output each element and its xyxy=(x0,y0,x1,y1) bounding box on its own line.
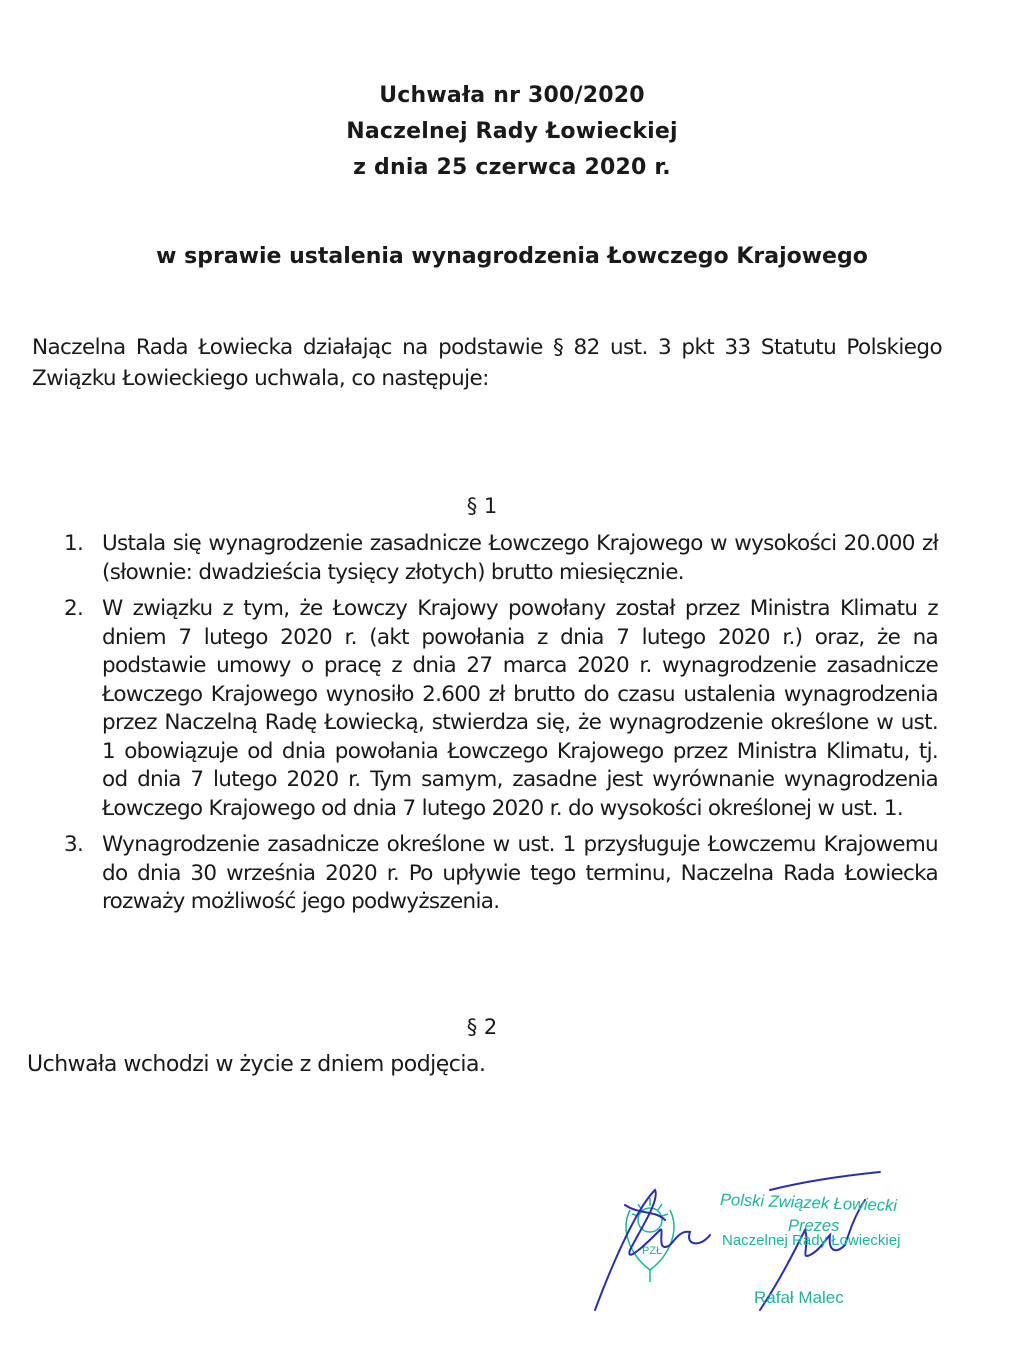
point-number: 2. xyxy=(64,596,84,621)
section-2-text: Uchwała wchodzi w życie z dniem podjęcia. xyxy=(27,1052,486,1077)
point-text: Ustala się wynagrodzenie zasadnicze Łowczego Krajowego w wysokości 20.000 zł (słownie: dwadzieścia tysięcy złotych) brutto miesięcznie. xyxy=(102,531,938,585)
title-line-2: Naczelnej Rady Łowieckiej xyxy=(346,119,678,144)
document-title xyxy=(0,78,1024,186)
point-text: W związku z tym, że Łowczy Krajowy powołany został przez Ministra Klimatu z dniem 7 lutego 2020 r. (akt powołania z dnia 7 lutego 2020 r.) oraz, że na podstawie umowy o pracę z dnia 27 marca 2020 r. wynagrodzenie zasadnicze Łowczego Krajowego wynosiło 2.600 zł brutto do czasu ustalenia wynagrodzenia przez Naczelną Radę Łowiecką, stwierdza się, że wynagrodzenie określone w ust. 1 obowiązuje od dnia powołania Łowczego Krajowego przez Ministra Klimatu, tj. od dnia 7 lutego 2020 r. Tym samym, zasadne jest wyrównanie wynagrodzenia Łowczego Krajowego od dnia 7 lutego 2020 r. do wysokości określonej w ust. 1. xyxy=(102,596,938,821)
title-line-3: z dnia 25 czerwca 2020 r. xyxy=(353,155,671,180)
section-1-points xyxy=(60,530,938,925)
stamp-name: Rafał Malec xyxy=(754,1288,844,1307)
section-2-heading: § 2 xyxy=(466,1015,498,1039)
point-item xyxy=(60,530,938,587)
stamp-role: Prezes xyxy=(788,1217,840,1235)
emblem-text: PZŁ xyxy=(642,1245,663,1257)
intro-paragraph: Naczelna Rada Łowiecka działając na podstawie § 82 ust. 3 pkt 33 Statutu Polskiego Związku Łowieckiego uchwala, co następuje: xyxy=(32,335,942,391)
section-1-heading: § 1 xyxy=(466,494,498,518)
point-number: 1. xyxy=(64,531,84,556)
stamp-body: Naczelnej Rady Łowieckiej xyxy=(722,1232,901,1249)
point-item xyxy=(60,831,938,917)
document-subject: w sprawie ustalenia wynagrodzenia Łowczego Krajowego xyxy=(156,244,868,269)
stamp-org: Polski Związek Łowiecki xyxy=(719,1190,898,1216)
point-text: Wynagrodzenie zasadnicze określone w ust. 1 przysługuje Łowczemu Krajowemu do dnia 30 września 2020 r. Po upływie tego terminu, Naczelna Rada Łowiecka rozważy możliwość jego podwyższenia. xyxy=(102,832,938,914)
title-line-1: Uchwała nr 300/2020 xyxy=(379,83,645,108)
point-number: 3. xyxy=(64,832,84,857)
point-item xyxy=(60,595,938,823)
